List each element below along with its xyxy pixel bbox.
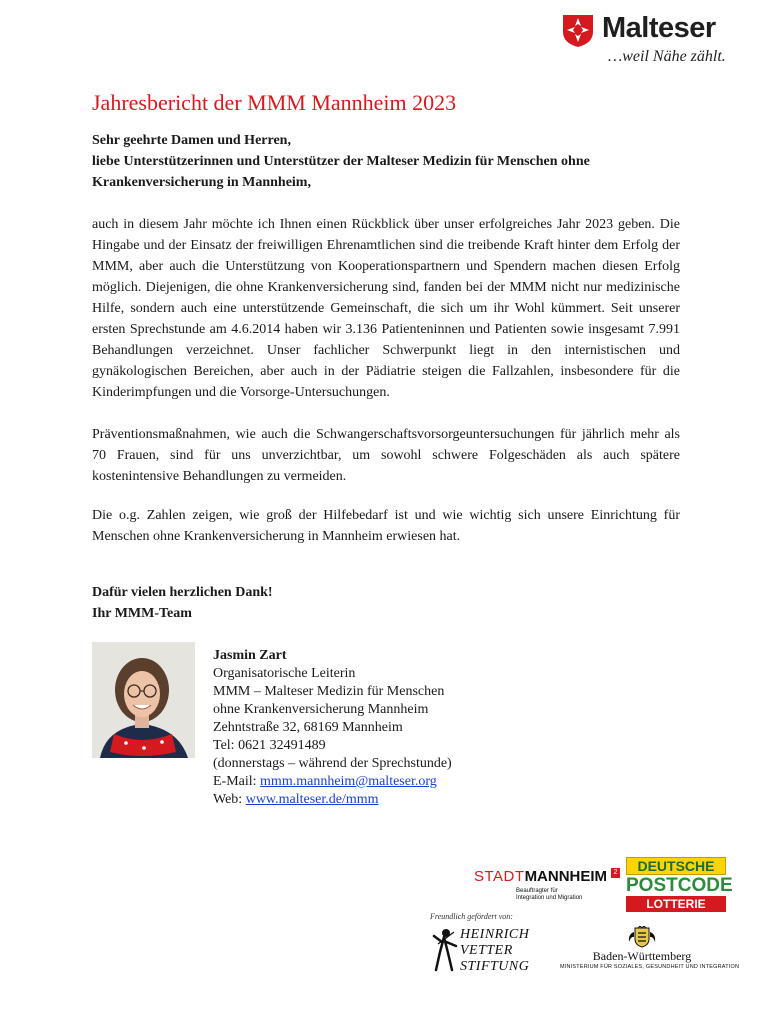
heinrich-vetter-stiftung-logo (432, 924, 552, 974)
brand-tagline: …weil Nähe zählt. (608, 48, 726, 65)
stadt-mannheim-logo (474, 868, 620, 902)
violinist-icon (432, 926, 458, 972)
postcode-lotterie-logo (626, 857, 733, 913)
contact-org-line2: ohne Krankenversicherung Mannheim (213, 702, 429, 717)
hvs-line1: HEINRICH (460, 927, 530, 942)
contact-web-row (213, 791, 452, 809)
contact-email-row (213, 773, 452, 791)
bw-name: Baden-Württemberg (592, 949, 692, 963)
web-label: Web: (213, 792, 246, 807)
stadt-word: STADT (474, 868, 525, 885)
brand-name: Malteser (602, 12, 716, 44)
contact-role: Organisatorische Leiterin (213, 666, 356, 681)
hvs-line2: VETTER (460, 943, 513, 958)
page-title: Jahresbericht der MMM Mannheim 2023 (92, 90, 457, 115)
email-link[interactable]: mmm.mannheim@malteser.org (260, 774, 437, 789)
malteser-cross-icon (560, 12, 596, 48)
funded-by-label: Freundlich gefördert von: (430, 912, 513, 921)
thanks-line: Dafür vielen herzlichen Dank! (92, 585, 273, 600)
prevention-paragraph: Präventionsmaßnahmen, wie auch die Schwangerschaftsvorsorgeuntersuchungen für jährlich mehr als 70 Frauen, sind für uns unverzichtbar, um sowohl schwere Folgeschäden als auch spätere kostenintensive Behandlungen zu vermeiden. (92, 427, 680, 484)
contact-org-line1: MMM – Malteser Medizin für Menschen (213, 684, 445, 699)
portrait-photo (92, 642, 195, 758)
team-line: Ihr MMM-Team (92, 606, 192, 621)
stadt-sub2: Integration und Migration (516, 895, 583, 901)
person-portrait-icon (92, 642, 195, 758)
coat-of-arms-icon (625, 926, 659, 948)
postcode-line3: LOTTERIE (626, 896, 726, 912)
salutation: Sehr geehrte Damen und Herren, liebe Unterstützerinnen und Unterstützer der Malteser Medizin für Menschen ohne Krankenversicherung in Mannheim, (92, 133, 590, 190)
hvs-line3: STIFTUNG (460, 959, 530, 974)
contact-tel: Tel: 0621 32491489 (213, 738, 326, 753)
sign-off (92, 582, 680, 624)
postcode-line2: POSTCODE (626, 875, 733, 896)
stadt-sub1: Beauftragter für (516, 888, 558, 894)
mannheim-word: MANNHEIM (524, 868, 608, 885)
contact-block (213, 647, 452, 809)
contact-name: Jasmin Zart (213, 648, 287, 663)
baden-wuerttemberg-logo (560, 926, 740, 976)
web-link[interactable]: www.malteser.de/mmm (245, 792, 379, 807)
intro-paragraph: auch in diesem Jahr möchte ich Ihnen einen Rückblick über unser erfolgreiches Jahr 2023 geben. Die Hingabe und der Einsatz der freiwilligen Ehrenamtlichen sind die treibende Kraft hinter dem Erfolg der MMM, aber auch die Unterstützung von Kooperationspartnern und Spendern machen diesen Erfolg möglich. Diejenigen, die ohne Krankenversicherung sind, fanden bei der MMM nicht nur medizinische Hilfe, sondern auch eine unterstützende Gemeinschaft, die sich um ihr Wohl kümmert. Seit unserer ersten Sprechstunde am 4.6.2014 haben wir 3.136 Patienteninnen und Patienten sowie insgesamt 7.991 Behandlungen verzeichnet. Unser fachlicher Schwerpunkt liegt in den internistischen und gynäkologischen Bereichen, aber auch in der Pädiatrie steigen die Fallzahlen, insbesondere für die Kinderimpfungen und die Vorsorge-Untersuchungen. (92, 217, 680, 400)
contact-tel-note: (donnerstags – während der Sprechstunde) (213, 756, 452, 771)
postcode-line1: DEUTSCHE (626, 857, 726, 875)
closing-paragraph: Die o.g. Zahlen zeigen, wie groß der Hilfebedarf ist und wie wichtig sich unsere Einrichtung für Menschen ohne Krankenversicherung in Mannheim erwiesen hat. (92, 508, 680, 544)
email-label: E-Mail: (213, 774, 261, 789)
bw-ministry: MINISTERIUM FÜR SOZIALES, GESUNDHEIT UND INTEGRATION (560, 964, 740, 970)
stadt-superscript: 2 (611, 868, 620, 878)
contact-address: Zehntstraße 32, 68169 Mannheim (213, 720, 403, 735)
malteser-logo (560, 10, 735, 66)
